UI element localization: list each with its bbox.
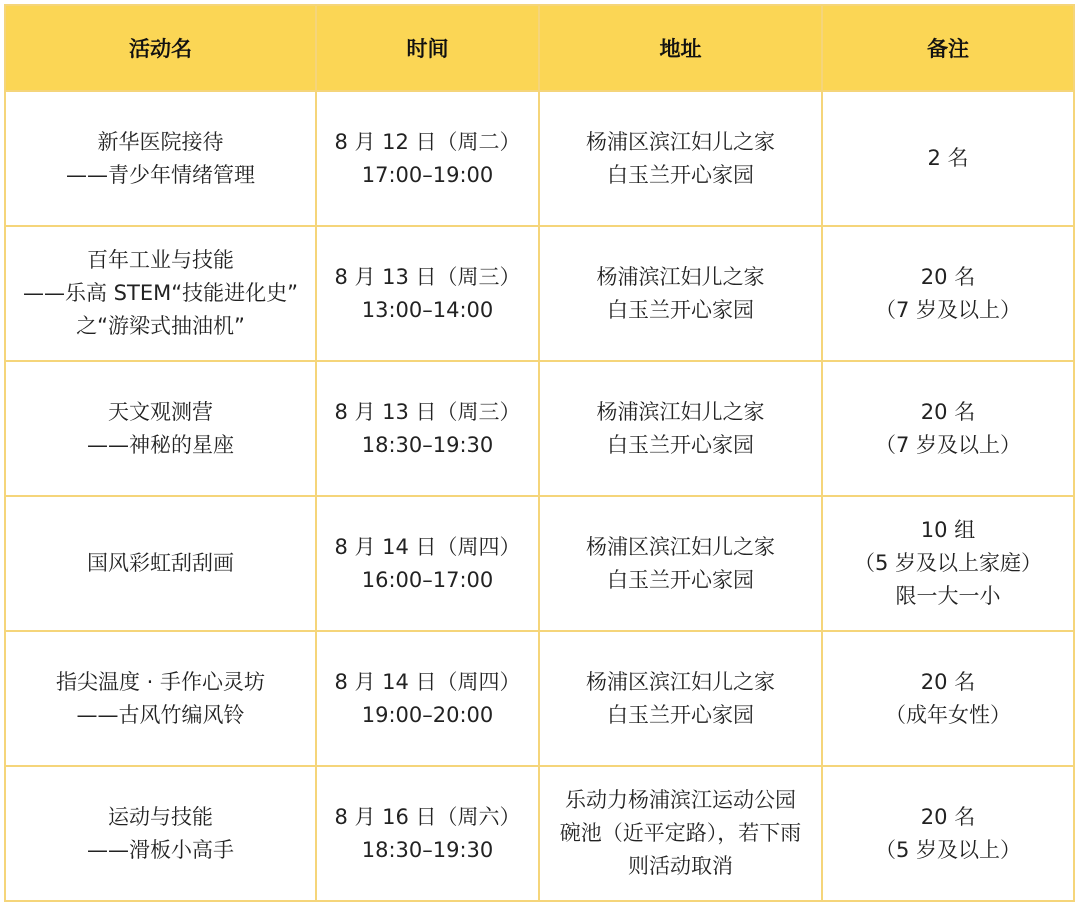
activity-name-line: 之“游梁式抽油机” (76, 314, 245, 338)
notes-line: （5 岁及以上） (874, 837, 1022, 862)
address-line: 杨浦区滨江妇儿之家 (586, 129, 775, 154)
time-range-line: 18:30–19:30 (361, 837, 494, 862)
notes-line: 20 名 (920, 804, 976, 829)
cell-notes (822, 496, 1074, 631)
notes-line: （7 岁及以上） (874, 432, 1022, 457)
cell-time (316, 631, 539, 766)
cell-time (316, 766, 539, 901)
table-row (5, 226, 1074, 361)
address-line: 则活动取消 (628, 854, 733, 878)
cell-activity-name (5, 496, 316, 631)
table-row (5, 631, 1074, 766)
cell-address (539, 226, 822, 361)
header-address: 地址 (539, 5, 822, 91)
cell-address (539, 496, 822, 631)
date-line: 8 月 13 日（周三） (334, 399, 521, 424)
header-notes: 备注 (822, 5, 1074, 91)
activity-name-line: ——青少年情绪管理 (66, 162, 255, 187)
cell-address (539, 361, 822, 496)
cell-activity-name (5, 91, 316, 226)
activity-name-line: ——乐高 STEM“技能进化史” (23, 281, 298, 305)
address-line: 杨浦滨江妇儿之家 (596, 264, 765, 289)
activity-name-line: ——滑板小高手 (87, 837, 234, 862)
table-row (5, 496, 1074, 631)
activity-name-line: 指尖温度 · 手作心灵坊 (55, 669, 266, 694)
time-range-line: 18:30–19:30 (361, 432, 494, 457)
time-range-line: 13:00–14:00 (361, 297, 494, 322)
table-row (5, 361, 1074, 496)
notes-line: （7 岁及以上） (874, 297, 1022, 322)
date-line: 8 月 13 日（周三） (334, 264, 521, 289)
cell-address (539, 91, 822, 226)
notes-line: （5 岁及以上家庭） (853, 551, 1043, 575)
time-range-line: 16:00–17:00 (361, 567, 494, 592)
cell-address (539, 631, 822, 766)
address-line: 白玉兰开心家园 (607, 432, 754, 457)
notes-line: 2 名 (927, 146, 969, 170)
notes-line: 10 组 (920, 518, 976, 542)
cell-address (539, 766, 822, 901)
cell-notes (822, 226, 1074, 361)
activity-name-line: 天文观测营 (108, 399, 213, 424)
address-line: 白玉兰开心家园 (607, 162, 754, 187)
cell-activity-name (5, 766, 316, 901)
activity-name-line: 国风彩虹刮刮画 (87, 551, 234, 575)
address-line: 乐动力杨浦滨江运动公园 (565, 788, 796, 812)
date-line: 8 月 14 日（周四） (334, 534, 521, 559)
date-line: 8 月 12 日（周二） (334, 129, 521, 154)
cell-time (316, 361, 539, 496)
notes-line: 限一大一小 (895, 584, 1001, 608)
table-row (5, 91, 1074, 226)
date-line: 8 月 16 日（周六） (334, 804, 521, 829)
address-line: 碗池（近平定路），若下雨 (559, 821, 802, 845)
activity-name-line: 新华医院接待 (97, 129, 224, 154)
cell-notes (822, 361, 1074, 496)
cell-notes (822, 631, 1074, 766)
cell-notes (822, 91, 1074, 226)
cell-activity-name (5, 631, 316, 766)
header-activity-name: 活动名 (5, 5, 316, 91)
address-line: 杨浦滨江妇儿之家 (596, 399, 765, 424)
address-line: 杨浦区滨江妇儿之家 (586, 534, 775, 559)
activity-name-line: ——古风竹编风铃 (76, 702, 245, 727)
address-line: 白玉兰开心家园 (607, 567, 754, 592)
notes-line: 20 名 (920, 264, 976, 289)
header-time: 时间 (316, 5, 539, 91)
notes-line: （成年女性） (885, 702, 1011, 727)
cell-time (316, 496, 539, 631)
cell-notes (822, 766, 1074, 901)
address-line: 杨浦区滨江妇儿之家 (586, 669, 775, 694)
cell-time (316, 226, 539, 361)
time-range-line: 17:00–19:00 (361, 162, 494, 187)
notes-line: 20 名 (920, 669, 976, 694)
address-line: 白玉兰开心家园 (607, 297, 754, 322)
cell-time (316, 91, 539, 226)
header-row (5, 5, 1074, 91)
activity-name-line: 运动与技能 (108, 804, 213, 829)
cell-activity-name (5, 226, 316, 361)
date-line: 8 月 14 日（周四） (334, 669, 521, 694)
table-row (5, 766, 1074, 901)
notes-line: 20 名 (920, 399, 976, 424)
activity-schedule-table (4, 4, 1075, 902)
activity-name-line: ——神秘的星座 (87, 432, 234, 457)
time-range-line: 19:00–20:00 (361, 702, 494, 727)
address-line: 白玉兰开心家园 (607, 702, 754, 727)
activity-name-line: 百年工业与技能 (87, 248, 234, 272)
cell-activity-name (5, 361, 316, 496)
